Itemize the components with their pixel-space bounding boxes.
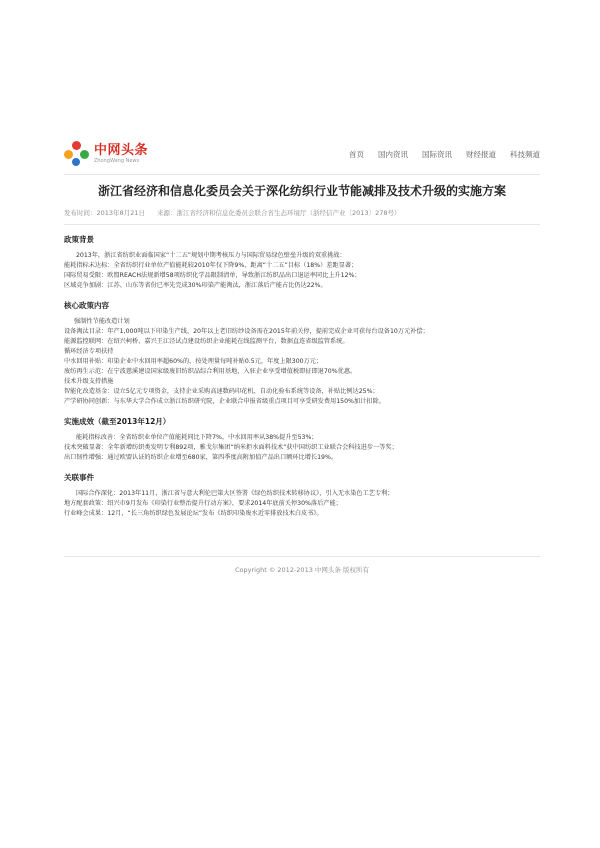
nav-technology[interactable]: 科技频道 bbox=[510, 149, 540, 159]
article-section bbox=[64, 472, 540, 519]
paragraph-line: 2013年，浙江省纺织业面临国家“十二五”规划中期考核压力与国际贸易绿色壁垒升级的双重挑战： bbox=[76, 252, 346, 259]
section-heading: 核心政策内容 bbox=[64, 301, 109, 310]
paragraph-line: 地方配套政策：绍兴市9月发布《印染行业整治提升行动方案》，要求2014年底前关停30%落后产能； bbox=[64, 500, 342, 507]
logo-icon bbox=[64, 141, 90, 167]
logo-name: 中网头条 bbox=[94, 143, 149, 158]
paragraph-line: 国际合作深化：2013年11月，浙江省与意大利伦巴第大区签署《绿色纺织技术转移协议》，引入无水染色工艺专利； bbox=[76, 490, 394, 497]
paragraph-line: 设备淘汰目录：年产1,000吨以下印染生产线、20年以上老旧纺纱设备需在2015年前关停，提前完成企业可获每台设备10万元补偿； bbox=[64, 328, 429, 335]
site-header bbox=[64, 134, 540, 175]
paragraph-line: 区域竞争加剧：江苏、山东等省份已率先完成30%印染产能淘汰，浙江落后产能占比仍达22%。 bbox=[64, 282, 327, 289]
paragraph-line: 产学研协同创新：与东华大学合作成立浙江纺织研究院，企业联合申报省级重点项目可享受研发费用150%加计扣除。 bbox=[64, 398, 385, 405]
article-section bbox=[64, 416, 540, 463]
paragraph-line: 循环经济专项扶持 bbox=[64, 348, 114, 355]
paragraph-line: 能耗指标未达标：全省纺织行业单位产值能耗较2010年仅下降9%，距离“十二五”目标（18%）差距显著； bbox=[64, 262, 358, 269]
paragraph-line: 出口韧性增强：通过欧盟认证的纺织企业增至680家，第四季度高附加值产品出口额环比增长19%。 bbox=[64, 454, 338, 461]
logo-subtitle: ZhongWang News bbox=[94, 158, 140, 164]
paragraph-line: 智能化改造基金：设立5亿元专项资金，支持企业采购高速数码印花机、自动化验布系统等设备，补贴比例达25%； bbox=[64, 388, 379, 395]
paragraph-line: 行业峰会成果：12月，“长三角纺织绿色发展论坛”发布《纺织印染废水近零排放技术白皮书》。 bbox=[64, 510, 323, 517]
paragraph-line: 强制性节能改造计划 bbox=[74, 318, 130, 325]
main-nav bbox=[349, 149, 540, 160]
publish-date: 发布时间：2013年8月21日 bbox=[64, 209, 145, 217]
article-body bbox=[64, 234, 540, 528]
nav-home[interactable]: 首页 bbox=[349, 149, 364, 159]
section-heading: 关联事件 bbox=[64, 473, 94, 482]
paragraph-line: 技术突破显著：全年新增纺织类发明专利892项，雅戈尔集团“纳米拒水面料技术”获中国纺织工业联合会科技进步一等奖； bbox=[64, 444, 398, 451]
paragraph-line: 废纺再生示范：在宁波慈溪建设国家级废旧纺织品综合利用基地，入驻企业享受增值税即征即退70%优惠。 bbox=[64, 368, 357, 375]
article-title: 浙江省经济和信息化委员会关于深化纺织行业节能减排及技术升级的实施方案 bbox=[97, 184, 506, 198]
section-heading: 政策背景 bbox=[64, 235, 94, 244]
paragraph-line: 中水回用补贴：印染企业中水回用率超60%的，按处理量每吨补贴0.5元，年度上限300万元； bbox=[64, 358, 323, 365]
copyright-footer: Copyright © 2012-2013 中网头条 版权所有 bbox=[64, 556, 540, 574]
paragraph-line: 国际贸易受限：欧盟REACH法规新增58项纺织化学品限制清单，导致浙江纺织品出口退运率同比上升12%； bbox=[64, 272, 361, 279]
article-section bbox=[64, 300, 540, 407]
paragraph-line: 能耗指标改善：全省纺织业单位产值能耗同比下降7%，中水回用率从38%提升至53%； bbox=[76, 434, 318, 441]
site-logo[interactable] bbox=[64, 141, 148, 167]
article-source: 来源：浙江省经济和信息化委员会联合省生态环境厅（浙经信产业〔2013〕278号） bbox=[157, 209, 401, 217]
nav-international-news[interactable]: 国际资讯 bbox=[422, 149, 452, 159]
article-section bbox=[64, 234, 540, 291]
nav-finance[interactable]: 财经报道 bbox=[466, 149, 496, 159]
paragraph-line: 技术升级支持措施 bbox=[64, 378, 114, 385]
article-meta bbox=[64, 208, 540, 225]
paragraph-line: 能源监控联网：在绍兴柯桥、嘉兴王江泾试点建设纺织企业能耗在线监测平台，数据直连省级监管系统。 bbox=[64, 338, 349, 345]
section-heading: 实施成效（截至2013年12月） bbox=[64, 417, 171, 426]
nav-domestic-news[interactable]: 国内资讯 bbox=[378, 149, 408, 159]
